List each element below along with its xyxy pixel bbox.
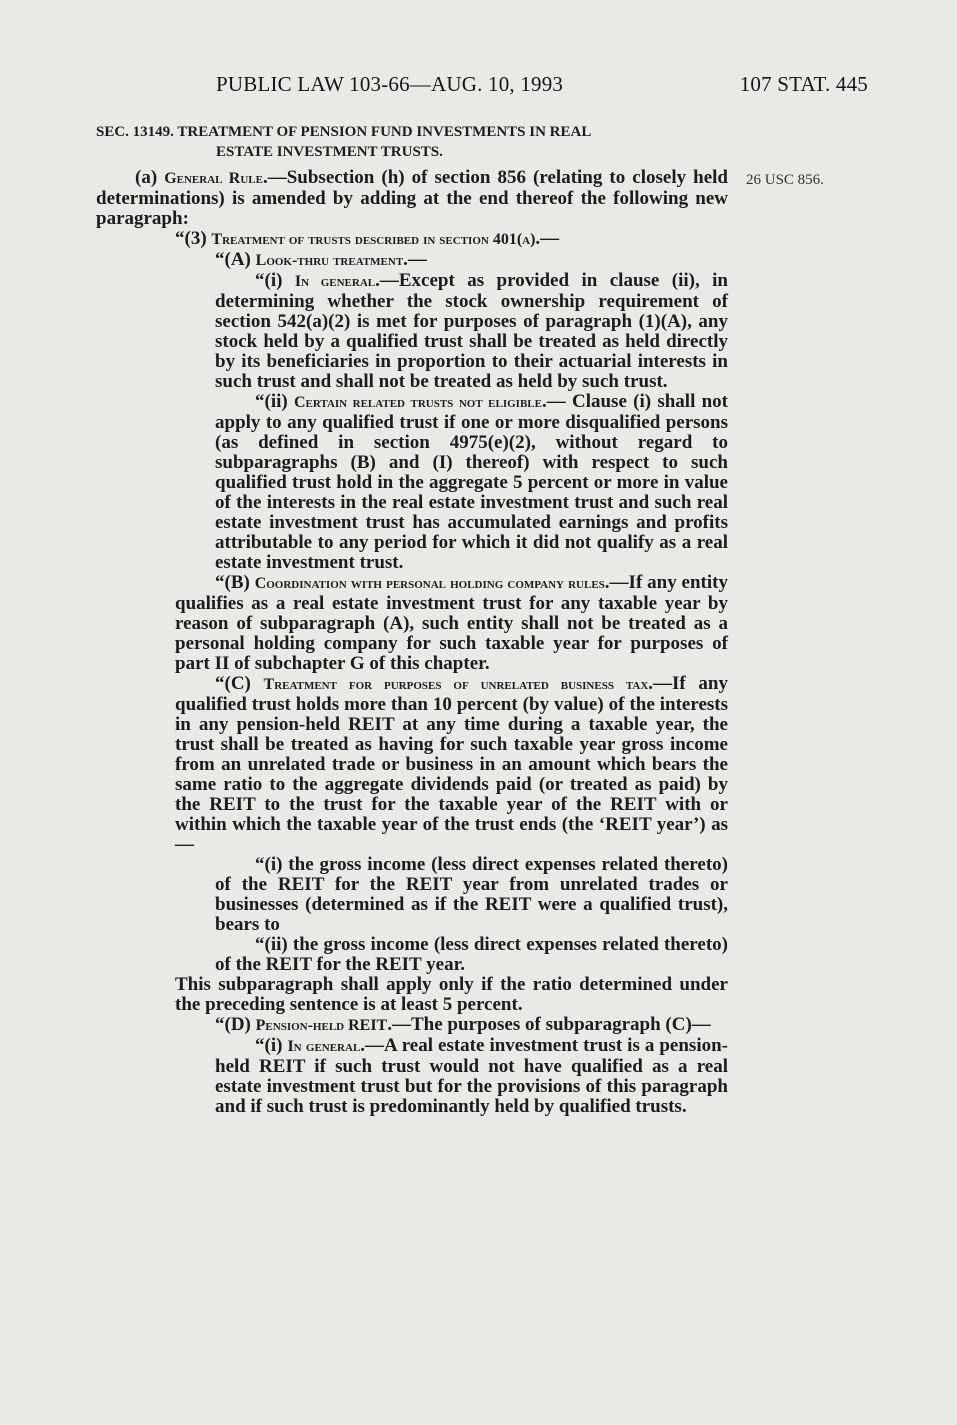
clause-A-ii [96, 392, 728, 573]
subparagraph-B-caption: Coordination with personal holding company rules [254, 575, 605, 592]
clause-D-i-text: .—A real estate investment trust is a pension-held REIT if such trust would not have qualified as a real estate investment trust but for the provisions of this paragraph and if such trust is predominantly held by qualified trusts. [215, 1035, 728, 1117]
subsection-a-label: (a) [135, 167, 165, 188]
subparagraph-C [96, 674, 728, 855]
subparagraph-C-caption: Treatment for purposes of unrelated business tax [263, 676, 649, 693]
subparagraph-A-prefix: “(A) [215, 249, 256, 270]
clause-D-i-caption: In general [287, 1038, 361, 1055]
subparagraph-C-text: .—If any qualified trust holds more than 10 percent (by value) of the interests in any pension-held REIT at any time during a taxable year, the trust shall be treated as having for such taxable year gross income from an unrelated trade or business in an amount which bears the same ratio to the aggregate dividends paid (or treated as paid) by the REIT to the trust for the taxable year of the REIT with or within which the taxable year of the trust ends (the ‘REIT year’) as— [175, 673, 728, 855]
clause-A-ii-prefix: “(ii) [255, 391, 294, 412]
subparagraph-A-suffix: .— [403, 249, 427, 270]
clause-A-i-caption: In general [294, 273, 376, 290]
margin-citation: 26 USC 856. [746, 172, 824, 188]
clause-C-i: “(i) the gross income (less direct expenses related thereto) of the REIT for the REIT year from unrelated trades or businesses (determined as if the REIT were a qualified trust), bears to [215, 854, 728, 935]
subparagraph-C-tail: This subparagraph shall apply only if the ratio determined under the preceding sentence is at least 5 percent. [175, 974, 728, 1015]
subparagraph-D [96, 1015, 728, 1036]
section-heading-line1: SEC. 13149. TREATMENT OF PENSION FUND INVESTMENTS IN REAL [96, 124, 592, 140]
subsection-a-text: .—Subsection (h) of section 856 (relating to closely held determinations) is amended by adding at the end thereof the following new paragraph: [96, 167, 728, 229]
clause-C-ii: “(ii) the gross income (less direct expenses related thereto) of the REIT for the REIT year. [215, 934, 728, 975]
section-heading-line2: ESTATE INVESTMENT TRUSTS. [216, 144, 443, 160]
subparagraph-B [96, 573, 728, 674]
clause-A-ii-caption: Certain related trusts not eligible [293, 394, 542, 411]
paragraph-3-prefix: “(3) [175, 228, 212, 249]
law-body [96, 122, 728, 1117]
subsection-a [96, 168, 728, 229]
paragraph-3-caption: Treatment of trusts described in section 401(a) [211, 231, 536, 248]
subparagraph-D-prefix: “(D) [215, 1014, 256, 1035]
subparagraph-A-heading [96, 250, 728, 271]
clause-A-i [96, 271, 728, 392]
subsection-a-caption: General Rule [164, 170, 263, 187]
subparagraph-C-prefix: “(C) [215, 673, 264, 694]
clause-A-i-text: .—Except as provided in clause (ii), in determining whether the stock ownership requirement of section 542(a)(2) is met for purposes of paragraph (1)(A), any stock held by a qualified trust shall be treated as held directly by its beneficiaries in proportion to their actuarial interests in such trust and shall not be treated as held by such trust. [215, 270, 728, 392]
paragraph-3-suffix: .— [535, 228, 560, 249]
clause-A-i-prefix: “(i) [255, 270, 295, 291]
paragraph-3-heading [96, 229, 728, 250]
clause-D-i [96, 1036, 728, 1117]
clause-A-ii-text: .— Clause (i) shall not apply to any qualified trust if one or more disqualified persons (as defined in section 4975(e)(2), without regard to subparagraphs (B) and (I) thereof) with respect to such qualified trust hold in the aggregate 5 percent or more in value of the interests in the real estate investment trust and such real estate investment trust has accumulated earnings and profits attributable to any period for which it did not qualify as a real estate investment trust. [215, 391, 729, 573]
public-law-citation: PUBLIC LAW 103-66—AUG. 10, 1993 [216, 72, 564, 96]
clause-D-i-prefix: “(i) [255, 1035, 288, 1056]
statute-page-number: 107 STAT. 445 [739, 72, 868, 96]
subparagraph-B-text: .—If any entity qualifies as a real estate investment trust for any taxable year by reason of subparagraph (A), such entity shall not be treated as a personal holding company for such taxable year for purposes of part II of subchapter G of this chapter. [175, 572, 728, 674]
subparagraph-D-text: .—The purposes of subparagraph (C)— [387, 1014, 711, 1035]
subparagraph-D-caption: Pension-held REIT [255, 1017, 388, 1034]
section-heading [96, 122, 728, 162]
subparagraph-A-caption: Look-thru treatment [255, 252, 404, 269]
subparagraph-B-prefix: “(B) [215, 572, 255, 593]
